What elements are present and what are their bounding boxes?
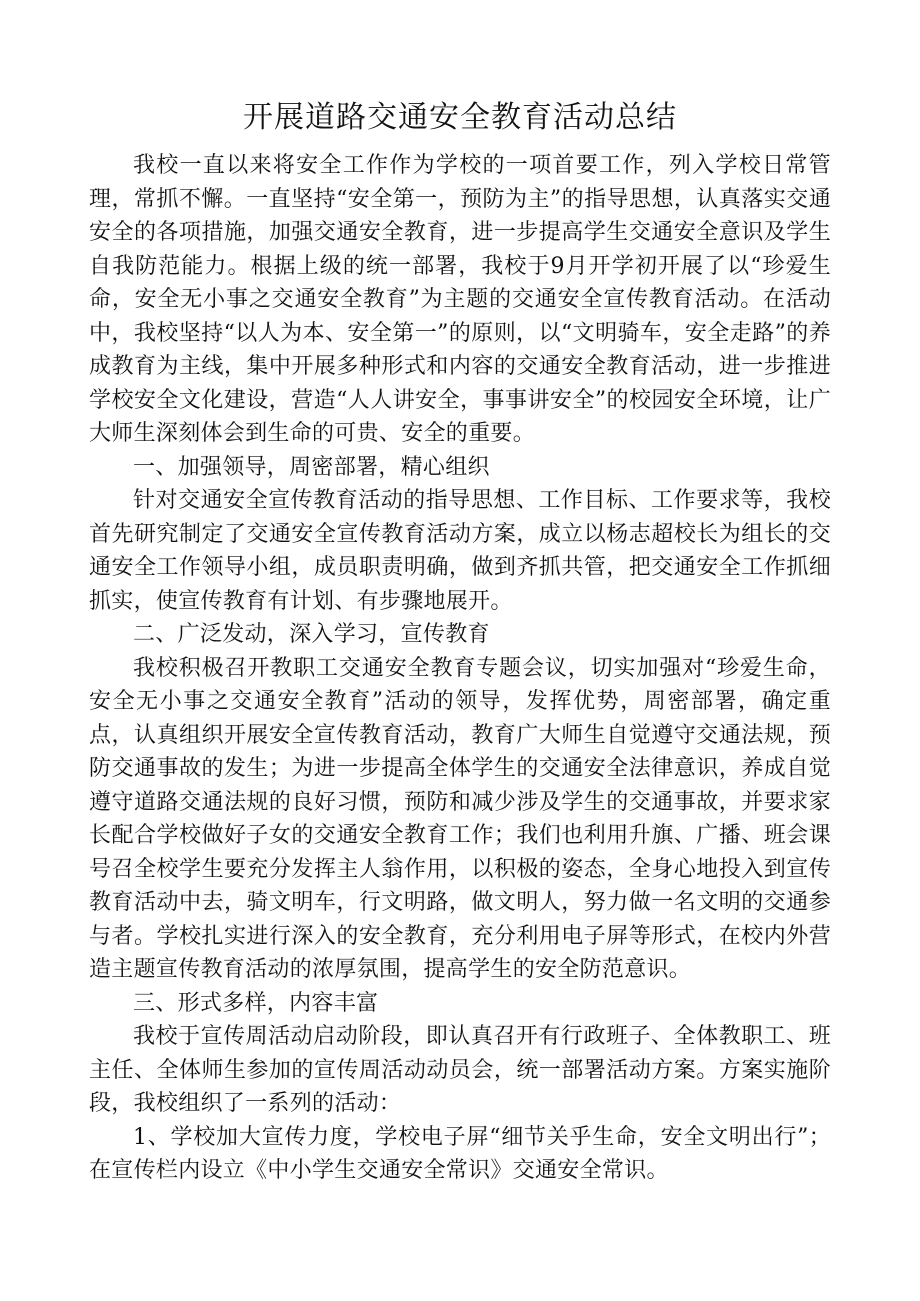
intro-paragraph: 我校一直以来将安全工作作为学校的一项首要工作，列入学校日常管理，常抓不懈。一直坚持“安全第一，预防为主”的指导思想，认真落实交通安全的各项措施，加强交通安全教育，进一步提高学生交通安全意识及学生自我防范能力。根据上级的统一部署，我校于9月开学初开展了以“珍爱生命，安全无小事之交通安全教育”为主题的交通安全宣传教育活动。在活动中，我校坚持“以人为本、安全第一”的原则，以“文明骑车，安全走路”的养成教育为主线，集中开展多种形式和内容的交通安全教育活动，进一步推进学校安全文化建设，营造“人人讲安全，事事讲安全”的校园安全环境，让广大师生深刻体会到生命的可贵、安全的重要。 — [89, 153, 831, 446]
section-2-paragraph: 我校积极召开教职工交通安全教育专题会议，切实加强对“珍爱生命，安全无小事之交通安全教育”活动的领导，发挥优势，周密部署，确定重点，认真组织开展安全宣传教育活动，教育广大师生自觉遵守交通法规，预防交通事故的发生；为进一步提高全体学生的交通安全法律意识，养成自觉遵守道路交通法规的良好习惯，预防和减少涉及学生的交通事故，并要求家长配合学校做好子女的交通安全教育工作；我们也利用升旗、广播、班会课号召全校学生要充分发挥主人翁作用，以积极的姿态，全身心地投入到宣传教育活动中去，骑文明车，行文明路，做文明人，努力做一名文明的交通参与者。学校扎实进行深入的安全教育，充分利用电子屏等形式，在校内外营造主题宣传教育活动的浓厚氛围，提高学生的安全防范意识。 — [89, 655, 831, 982]
document-body — [89, 149, 831, 1188]
activity-item-1: 1、学校加大宣传力度，学校电子屏“细节关乎生命，安全文明出行”；在宣传栏内设立《中小学生交通安全常识》交通安全常识。 — [89, 1124, 831, 1183]
section-3-paragraph: 我校于宣传周活动启动阶段，即认真召开有行政班子、全体教职工、班主任、全体师生参加的宣传周活动动员会，统一部署活动方案。方案实施阶段，我校组织了一系列的活动： — [89, 1024, 831, 1116]
section-1-paragraph: 针对交通安全宣传教育活动的指导思想、工作目标、工作要求等，我校首先研究制定了交通安全宣传教育活动方案，成立以杨志超校长为组长的交通安全工作领导小组，成员职责明确，做到齐抓共管，把交通安全工作抓细抓实，使宣传教育有计划、有步骤地展开。 — [89, 488, 831, 614]
section-heading-3: 三、形式多样，内容丰富 — [133, 990, 379, 1016]
section-heading-2: 二、广泛发动，深入学习，宣传教育 — [133, 622, 490, 647]
section-heading-1: 一、加强领导，周密部署，精心组织 — [133, 454, 490, 480]
document-title: 开展道路交通安全教育活动总结 — [243, 100, 677, 135]
